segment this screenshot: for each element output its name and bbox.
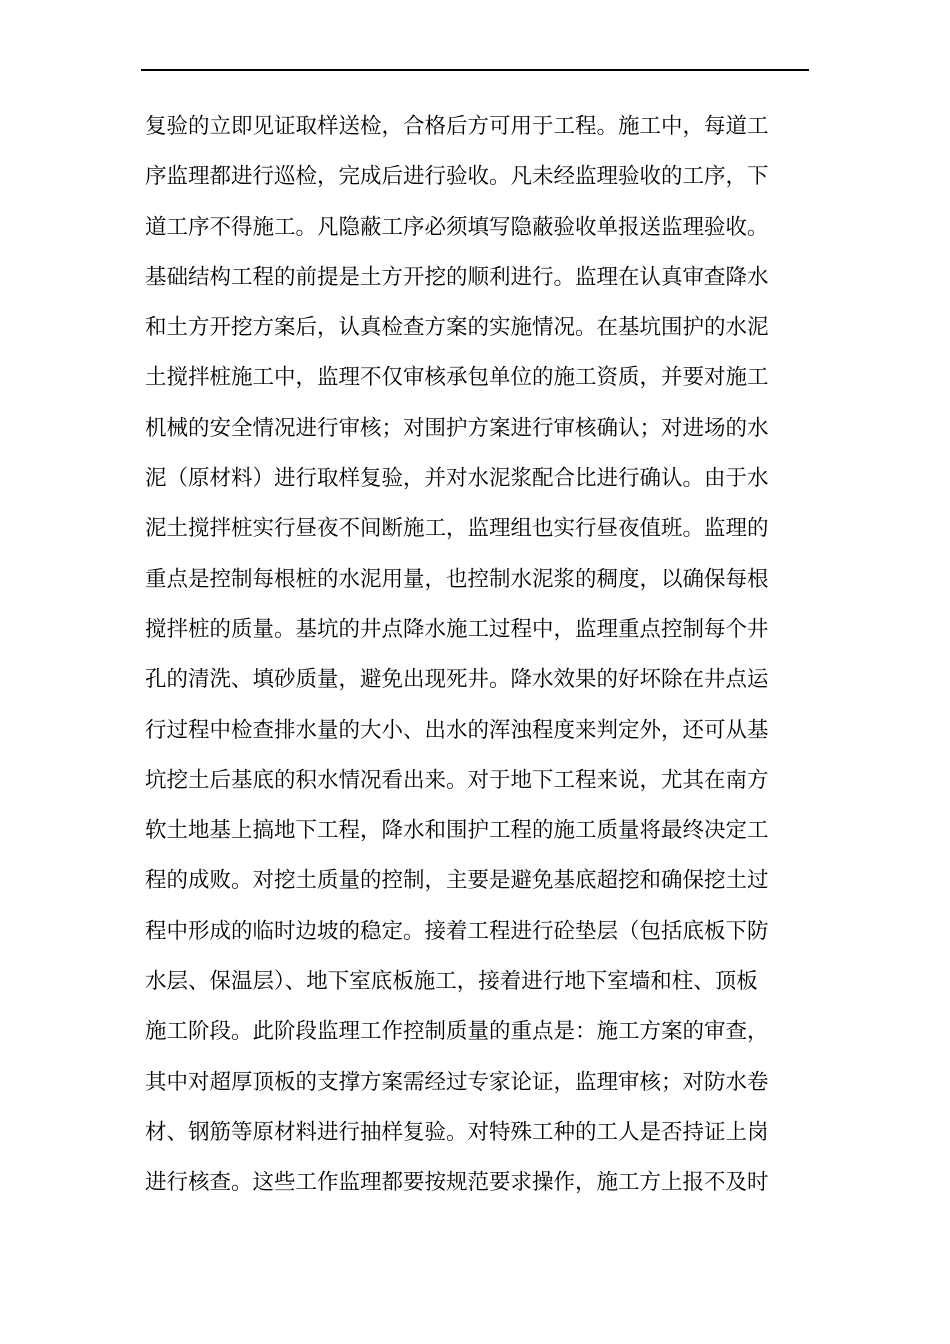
- text-line: 水层、保温层）、地下室底板施工，接着进行地下室墙和柱、顶板: [145, 969, 758, 995]
- text-line: 序监理都进行巡检，完成后进行验收。凡未经监理验收的工序，下: [145, 164, 769, 190]
- text-line: 施工阶段。此阶段监理工作控制质量的重点是：施工方案的审查，: [145, 1019, 769, 1045]
- text-line: 进行核查。这些工作监理都要按规范要求操作，施工方上报不及时: [145, 1170, 769, 1196]
- header-rule: [141, 69, 809, 71]
- text-line: 坑挖土后基底的积水情况看出来。对于地下工程来说，尤其在南方: [145, 767, 769, 793]
- body-paragraph: [145, 102, 805, 1209]
- text-line: 基础结构工程的前提是土方开挖的顺利进行。监理在认真审查降水: [145, 264, 769, 290]
- text-line: 道工序不得施工。凡隐蔽工序必须填写隐蔽验收单报送监理验收。: [145, 214, 769, 240]
- text-line: 机械的安全情况进行审核；对围护方案进行审核确认；对进场的水: [145, 415, 769, 441]
- text-line: 其中对超厚顶板的支撑方案需经过专家论证，监理审核；对防水卷: [145, 1069, 769, 1095]
- text-line: 程的成败。对挖土质量的控制，主要是避免基底超挖和确保挖土过: [145, 868, 769, 894]
- text-line: 搅拌桩的质量。基坑的井点降水施工过程中，监理重点控制每个井: [145, 616, 769, 642]
- text-line: 材、钢筋等原材料进行抽样复验。对特殊工种的工人是否持证上岗: [145, 1119, 769, 1145]
- text-line: 和土方开挖方案后，认真检查方案的实施情况。在基坑围护的水泥: [145, 315, 769, 341]
- text-line: 泥（原材料）进行取样复验，并对水泥浆配合比进行确认。由于水: [145, 466, 769, 492]
- text-line: 程中形成的临时边坡的稳定。接着工程进行砼垫层（包括底板下防: [145, 918, 769, 944]
- text-line: 行过程中检查排水量的大小、出水的浑浊程度来判定外，还可从基: [145, 717, 769, 743]
- text-line: 软土地基上搞地下工程，降水和围护工程的施工质量将最终决定工: [145, 818, 769, 844]
- text-line: 孔的清洗、填砂质量，避免出现死井。降水效果的好坏除在井点运: [145, 667, 769, 693]
- text-line: 复验的立即见证取样送检，合格后方可用于工程。施工中，每道工: [145, 114, 769, 139]
- text-line: 土搅拌桩施工中，监理不仅审核承包单位的施工资质，并要对施工: [145, 365, 769, 391]
- text-line: 泥土搅拌桩实行昼夜不间断施工，监理组也实行昼夜值班。监理的: [145, 516, 769, 542]
- text-line: 重点是控制每根桩的水泥用量，也控制水泥浆的稠度，以确保每根: [145, 566, 769, 592]
